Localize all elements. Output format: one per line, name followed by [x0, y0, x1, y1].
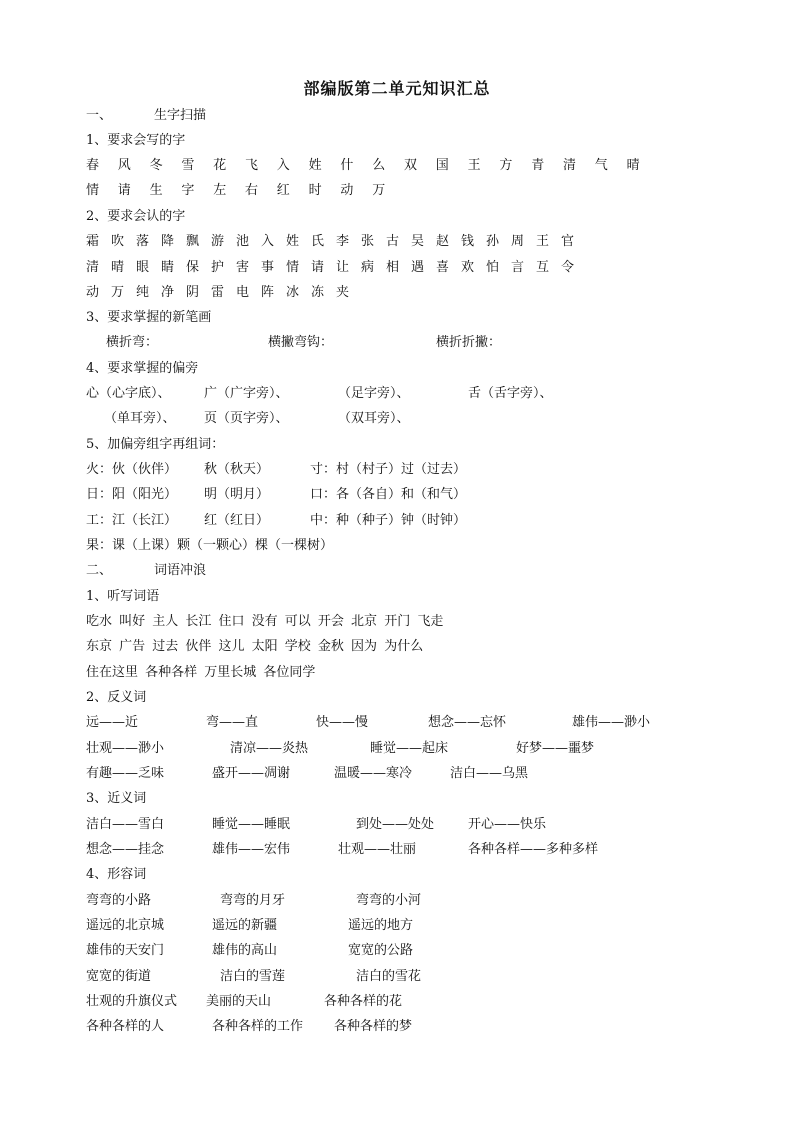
section-2-heading: [86, 559, 206, 578]
adjective-phrase: 壮观的升旗仪式: [86, 994, 178, 1009]
adjective-phrase: 弯弯的小河: [356, 893, 422, 908]
antonym-pair: 远——近: [86, 715, 139, 730]
stroke-item: 横折折撇：: [436, 335, 502, 350]
antonym-pair: 清凉——炎热: [230, 741, 309, 756]
adjective-phrase: 各种各样的梦: [334, 1019, 413, 1034]
radical-item: （足字旁）、: [338, 386, 410, 401]
subsection-synonyms: 3、近义词: [86, 791, 147, 806]
synonym-pair: 到处——处处: [356, 817, 435, 832]
adjective-phrase: 洁白的雪莲: [220, 969, 286, 984]
adjective-phrase: 遥远的地方: [348, 918, 414, 933]
antonym-pair: 温暖——寒冷: [334, 766, 413, 781]
adjective-phrase: 雄伟的高山: [212, 943, 278, 958]
adjective-phrase: 洁白的雪花: [356, 969, 422, 984]
combo-item: 秋（秋天）: [204, 462, 270, 477]
subsection-antonyms: 2、反义词: [86, 690, 147, 705]
combo-item: 红（红日）: [204, 513, 270, 528]
antonym-pair: 想念——忘怀: [428, 715, 507, 730]
combo-item: 日：阳（阳光）: [86, 487, 178, 502]
antonym-pair: 快——慢: [316, 715, 369, 730]
subsection-read-chars: 2、要求会认的字: [86, 209, 186, 224]
combo-item: 中：种（种子）钟（时钟）: [310, 513, 467, 528]
adjective-phrase: 宽宽的街道: [86, 969, 152, 984]
combo-item: 果：课（上课）颗（一颗心）棵（一棵树）: [86, 538, 334, 553]
subsection-write-chars: 1、要求会写的字: [86, 133, 186, 148]
section-1-title: 生字扫描: [154, 108, 207, 123]
synonym-pair: 雄伟——宏伟: [212, 842, 291, 857]
write-chars-row-2: 情请生字左右红时动万: [86, 183, 405, 198]
adjective-phrase: 遥远的新疆: [212, 918, 278, 933]
synonym-pair: 开心——快乐: [468, 817, 547, 832]
subsection-adjectives: 4、形容词: [86, 867, 147, 882]
radical-item: 心（心字底）、: [86, 386, 171, 401]
adjective-phrase: 弯弯的月牙: [220, 893, 286, 908]
dictation-row: 东京 广告 过去 伙伴 这儿 太阳 学校 金秋 因为 为什么: [86, 639, 424, 654]
stroke-item: 横折弯：: [106, 335, 159, 350]
combo-item: 工：江（长江）: [86, 513, 178, 528]
subsection-dictation: 1、听写词语: [86, 589, 160, 604]
subsection-add-radical: 5、加偏旁组字再组词：: [86, 437, 225, 452]
combo-item: 火：伙（伙伴）: [86, 462, 178, 477]
combo-item: 寸：村（村子）过（过去）: [310, 462, 467, 477]
subsection-strokes: 3、要求掌握的新笔画: [86, 310, 212, 325]
combo-item: 明（明月）: [204, 487, 270, 502]
section-2-number: 二、: [86, 563, 113, 578]
synonym-pair: 壮观——壮丽: [338, 842, 417, 857]
read-chars-row-3: 动万纯净阴雷电阵冰冻夹: [86, 285, 362, 300]
synonym-pair: 睡觉——睡眠: [212, 817, 291, 832]
section-1-number: 一、: [86, 108, 113, 123]
antonym-pair: 睡觉——起床: [370, 741, 449, 756]
write-chars-row-1: 春风冬雪花飞入姓什么双国王方青清气晴: [86, 158, 659, 173]
antonym-pair: 好梦——噩梦: [516, 741, 595, 756]
dictation-row: 吃水 叫好 主人 长江 住口 没有 可以 开会 北京 开门 飞走: [86, 614, 444, 629]
read-chars-row-2: 清晴眼睛保护害事情请让病相遇喜欢怕言互令: [86, 260, 587, 275]
adjective-phrase: 宽宽的公路: [348, 943, 414, 958]
antonym-pair: 雄伟——渺小: [572, 715, 651, 730]
radical-item: 页（页字旁）、: [204, 411, 289, 426]
radical-item: 舌（舌字旁）、: [468, 386, 553, 401]
stroke-item: 横撇弯钩：: [268, 335, 334, 350]
combo-item: 口：各（各自）和（和气）: [310, 487, 467, 502]
synonym-pair: 想念——挂念: [86, 842, 165, 857]
subsection-radicals: 4、要求掌握的偏旁: [86, 361, 199, 376]
antonym-pair: 洁白——乌黑: [450, 766, 529, 781]
antonym-pair: 盛开——凋谢: [212, 766, 291, 781]
section-1-heading: [86, 104, 206, 123]
antonym-pair: 弯——直: [206, 715, 259, 730]
synonym-pair: 洁白——雪白: [86, 817, 165, 832]
adjective-phrase: 美丽的天山: [206, 994, 272, 1009]
adjective-phrase: 各种各样的工作: [212, 1019, 304, 1034]
synonym-pair: 各种各样——多种多样: [468, 842, 599, 857]
section-2-title: 词语冲浪: [154, 563, 207, 578]
radical-item: （双耳旁）、: [338, 411, 410, 426]
radical-item: （单耳旁）、: [104, 411, 176, 426]
adjective-phrase: 雄伟的天安门: [86, 943, 165, 958]
dictation-row: 住在这里 各种各样 万里长城 各位同学: [86, 665, 316, 680]
adjective-phrase: 遥远的北京城: [86, 918, 165, 933]
radical-item: 广（广字旁）、: [204, 386, 289, 401]
page-title: 部编版第二单元知识汇总: [303, 79, 491, 98]
adjective-phrase: 弯弯的小路: [86, 893, 152, 908]
read-chars-row-1: 霜吹落降飘游池入姓氏李张古吴赵钱孙周王官: [86, 234, 587, 249]
antonym-pair: 有趣——乏味: [86, 766, 165, 781]
adjective-phrase: 各种各样的人: [86, 1019, 165, 1034]
antonym-pair: 壮观——渺小: [86, 741, 165, 756]
adjective-phrase: 各种各样的花: [324, 994, 403, 1009]
